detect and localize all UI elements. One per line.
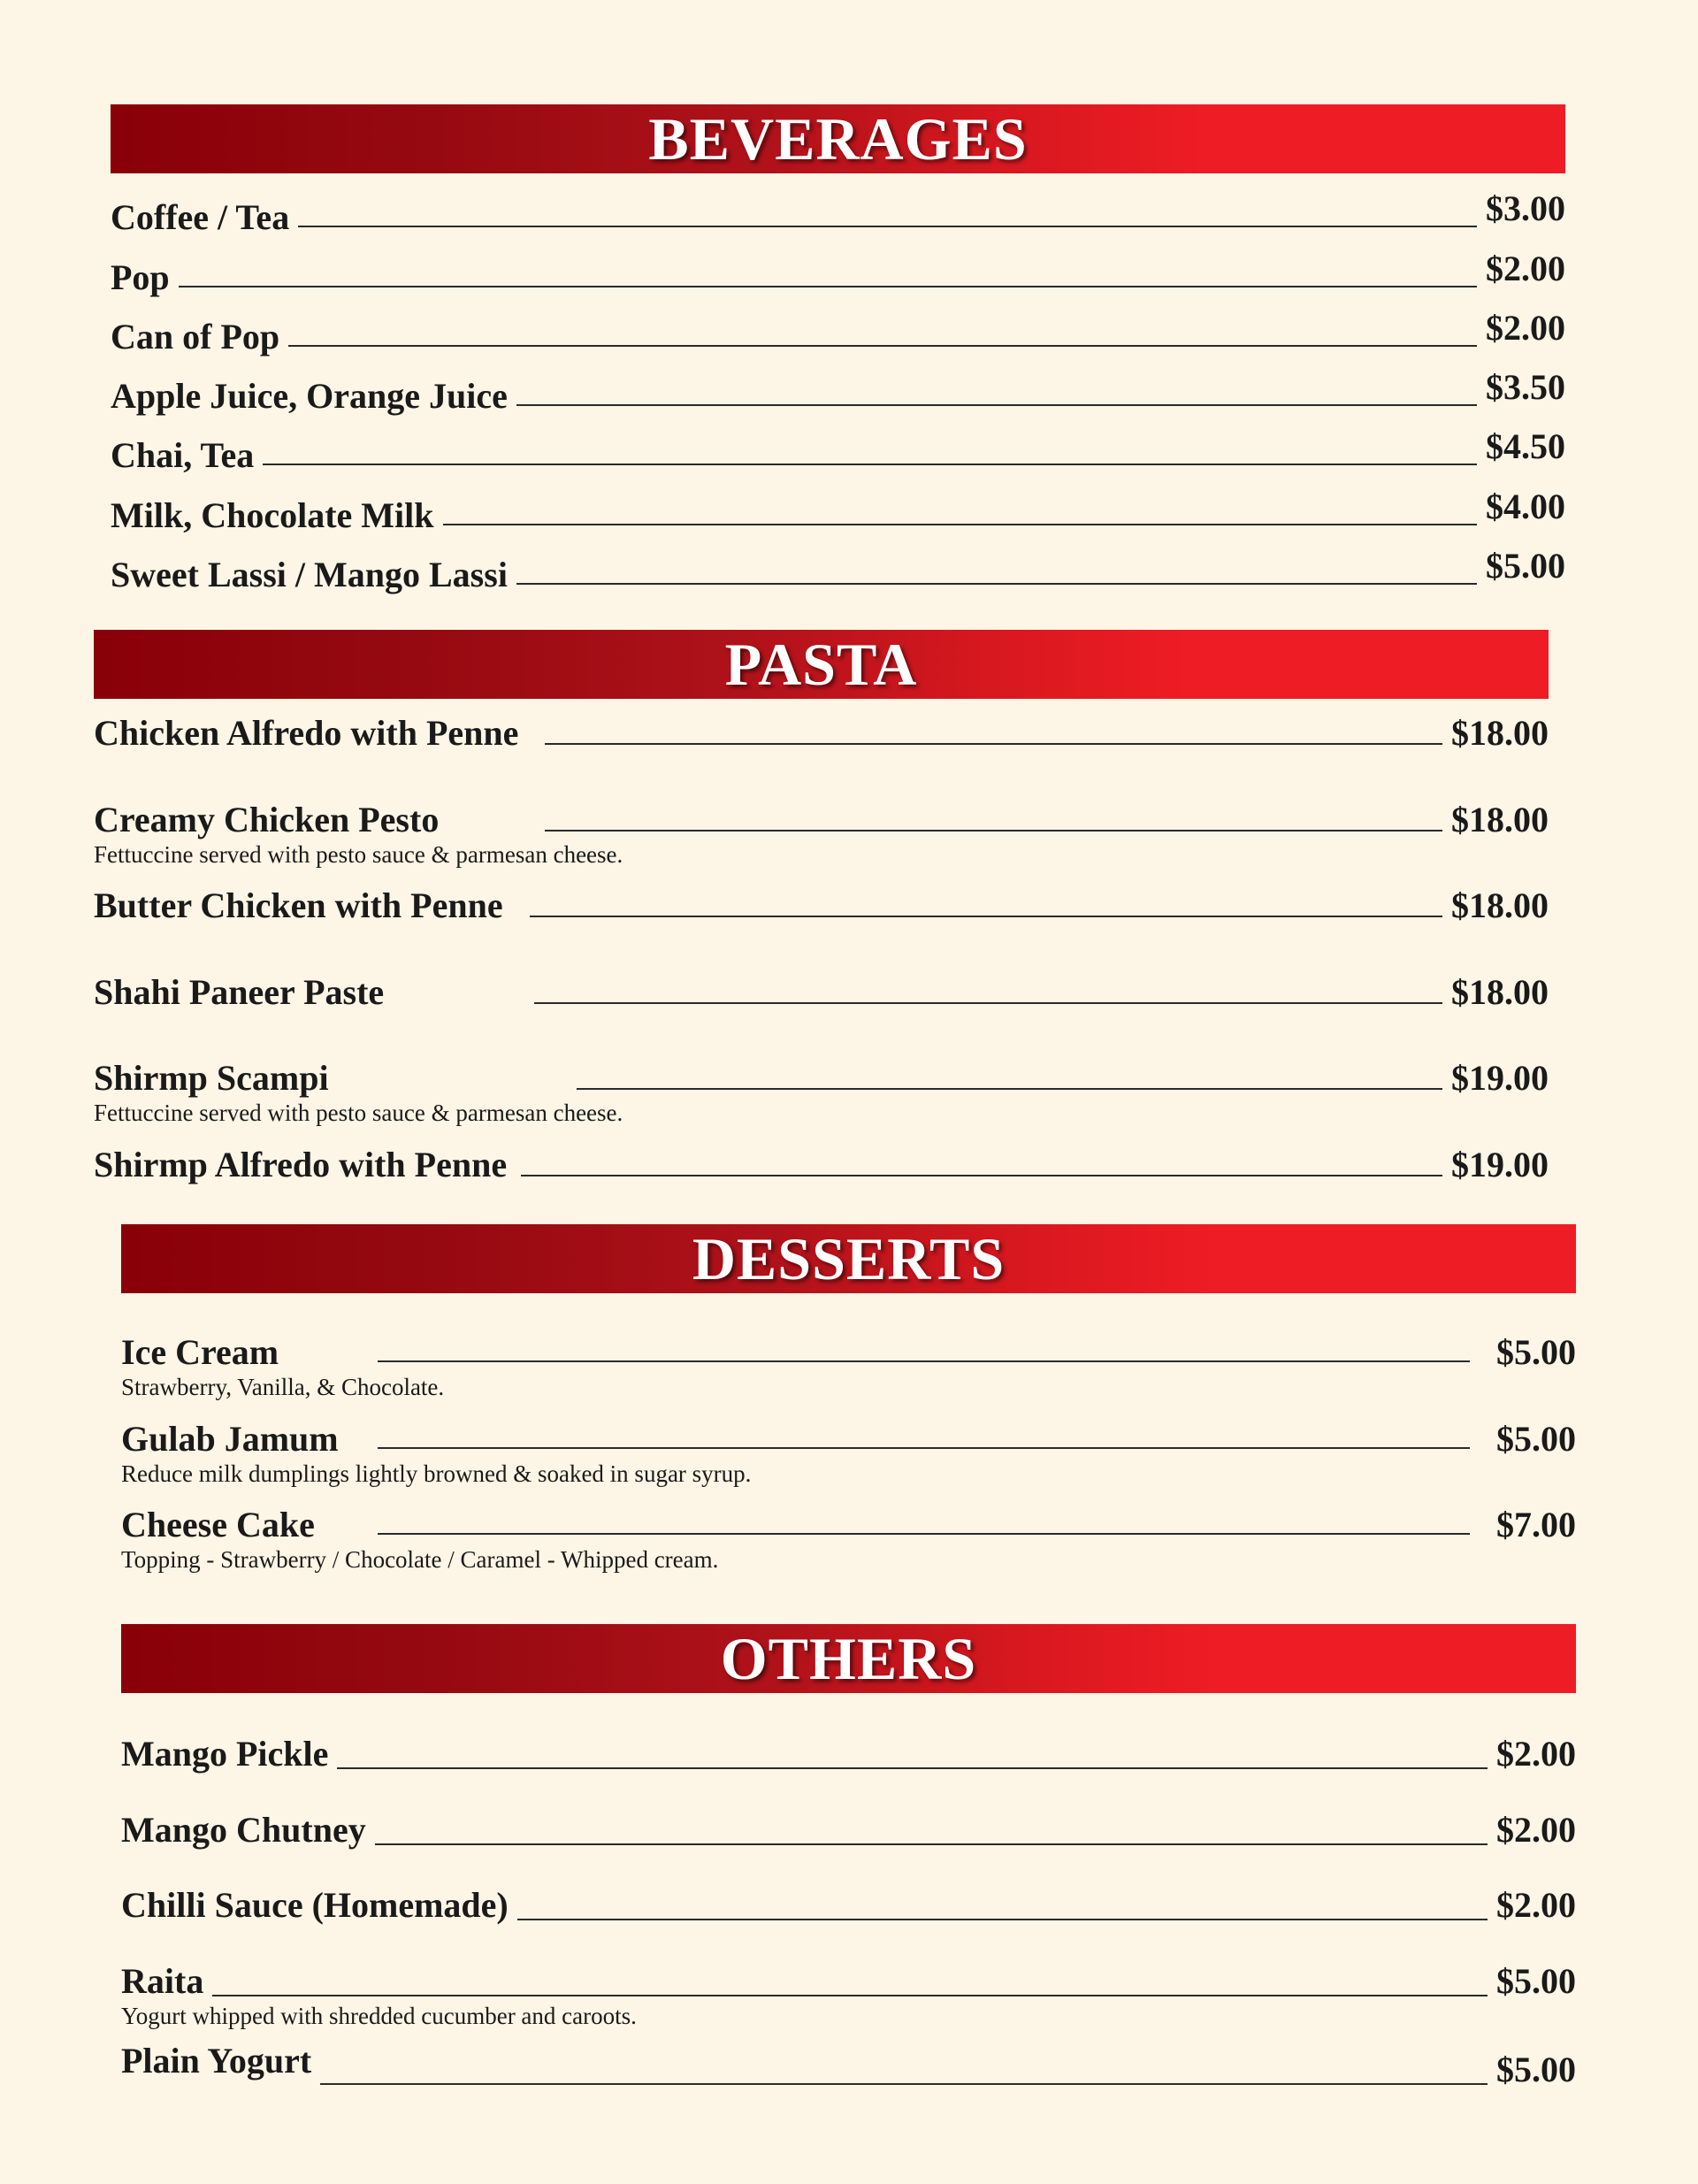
- dotted-leader: [443, 524, 1477, 525]
- others-banner: [121, 1624, 1576, 1693]
- item-price: $2.00: [1496, 1809, 1576, 1850]
- item-name: Chilli Sauce (Homemade): [121, 1885, 509, 1925]
- item-name: Chai, Tea: [111, 435, 255, 476]
- item-price: $4.00: [1486, 486, 1565, 526]
- dotted-leader: [577, 1088, 1442, 1090]
- item-name: Creamy Chicken Pesto: [94, 799, 440, 839]
- dotted-leader: [288, 345, 1477, 347]
- item-description: Yogurt whipped with shredded cucumber and caroots.: [121, 2002, 637, 2029]
- beverages-section: [111, 104, 1565, 602]
- item-name: Butter Chicken with Penne: [94, 885, 503, 925]
- item-price: $2.00: [1496, 1885, 1576, 1925]
- dotted-leader: [179, 286, 1477, 287]
- menu-item: [111, 245, 1565, 304]
- item-price: $19.00: [1451, 1144, 1549, 1184]
- item-name: Ice Cream: [121, 1332, 279, 1372]
- dotted-leader: [516, 583, 1477, 585]
- item-price: $4.50: [1486, 426, 1565, 467]
- dotted-leader: [521, 1175, 1442, 1176]
- dotted-leader: [298, 226, 1477, 227]
- dotted-leader: [378, 1533, 1470, 1535]
- item-price: $3.50: [1486, 367, 1565, 408]
- item-name: Raita: [121, 1960, 204, 2001]
- item-name: Gulab Jamum: [121, 1418, 339, 1459]
- item-price: $5.00: [1496, 1332, 1576, 1372]
- dotted-leader: [530, 916, 1442, 917]
- item-description: Fettuccine served with pesto sauce & parmesan cheese.: [94, 1100, 623, 1126]
- item-price: $5.00: [1496, 1960, 1576, 2001]
- item-name: Cheese Cake: [121, 1505, 315, 1544]
- menu-item: [121, 1501, 1576, 1588]
- beverages-banner: [111, 104, 1565, 173]
- item-name: Chicken Alfredo with Penne: [94, 713, 519, 753]
- menu-item: [121, 1329, 1576, 1415]
- item-price: $18.00: [1451, 885, 1549, 925]
- item-price: $5.00: [1496, 2049, 1576, 2089]
- desserts-section: [121, 1224, 1576, 1588]
- item-name: Shirmp Scampi: [94, 1058, 329, 1098]
- item-price: $2.00: [1486, 248, 1565, 288]
- menu-item: [94, 1054, 1549, 1141]
- menu-item: [94, 969, 1549, 1055]
- menu-item: [121, 2040, 1576, 2122]
- item-price: $7.00: [1496, 1505, 1576, 1544]
- item-name: Coffee / Tea: [111, 197, 290, 238]
- menu-item: [121, 1881, 1576, 1958]
- item-name: Milk, Chocolate Milk: [111, 494, 434, 535]
- item-name: Shirmp Alfredo with Penne: [94, 1144, 508, 1184]
- item-name: Sweet Lassi / Mango Lassi: [111, 555, 508, 595]
- menu-item: [111, 424, 1565, 483]
- dotted-leader: [337, 1767, 1488, 1769]
- menu-item: [121, 1806, 1576, 1882]
- item-name: Pop: [111, 257, 170, 297]
- dotted-leader: [534, 1002, 1442, 1004]
- dotted-leader: [516, 404, 1477, 406]
- menu-item: [94, 709, 1549, 796]
- menu-item: [121, 1730, 1576, 1806]
- dotted-leader: [378, 1447, 1470, 1449]
- menu-item: [94, 882, 1549, 969]
- item-price: $18.00: [1451, 971, 1549, 1012]
- menu-item: [94, 1141, 1549, 1228]
- item-description: Strawberry, Vanilla, & Chocolate.: [121, 1374, 445, 1400]
- dotted-leader: [375, 1843, 1488, 1845]
- pasta-title: PASTA: [724, 631, 918, 698]
- pasta-section: [94, 630, 1549, 1227]
- menu-item: [111, 364, 1565, 424]
- pasta-banner: [94, 630, 1549, 699]
- item-price: $18.00: [1451, 799, 1549, 839]
- dotted-leader: [263, 464, 1477, 465]
- item-price: $2.00: [1496, 1734, 1576, 1774]
- others-title: OTHERS: [720, 1625, 977, 1692]
- item-description: Fettuccine served with pesto sauce & parmesan cheese.: [94, 840, 623, 868]
- item-name: Apple Juice, Orange Juice: [111, 376, 508, 417]
- item-name: Mango Chutney: [121, 1809, 366, 1850]
- dotted-leader: [545, 830, 1442, 831]
- beverages-title: BEVERAGES: [648, 105, 1028, 172]
- item-price: $5.00: [1486, 546, 1565, 586]
- desserts-title: DESSERTS: [692, 1225, 1006, 1292]
- menu-item: [94, 796, 1549, 883]
- item-description: Topping - Strawberry / Chocolate / Caramel - Whipped cream.: [121, 1546, 719, 1573]
- dotted-leader: [545, 743, 1442, 745]
- item-price: $5.00: [1496, 1418, 1576, 1459]
- item-price: $2.00: [1486, 307, 1565, 348]
- desserts-banner: [121, 1224, 1576, 1293]
- dotted-leader: [212, 1995, 1488, 1996]
- menu-item: [111, 305, 1565, 364]
- dotted-leader: [378, 1360, 1470, 1362]
- dotted-leader: [320, 2083, 1488, 2085]
- item-price: $18.00: [1451, 713, 1549, 753]
- menu-item: [121, 1415, 1576, 1502]
- item-name: Can of Pop: [111, 316, 280, 356]
- others-section: [121, 1624, 1576, 2121]
- menu-item: [121, 1958, 1576, 2046]
- item-name: Mango Pickle: [121, 1734, 329, 1774]
- item-name: Plain Yogurt: [121, 2040, 312, 2081]
- item-price: $3.00: [1486, 188, 1565, 229]
- menu-item: [111, 483, 1565, 542]
- item-price: $19.00: [1451, 1058, 1549, 1098]
- item-description: Reduce milk dumplings lightly browned & soaked in sugar syrup.: [121, 1460, 752, 1487]
- item-name: Shahi Paneer Paste: [94, 971, 385, 1012]
- menu-item: [111, 186, 1565, 245]
- dotted-leader: [517, 1919, 1488, 1920]
- menu-item: [111, 543, 1565, 602]
